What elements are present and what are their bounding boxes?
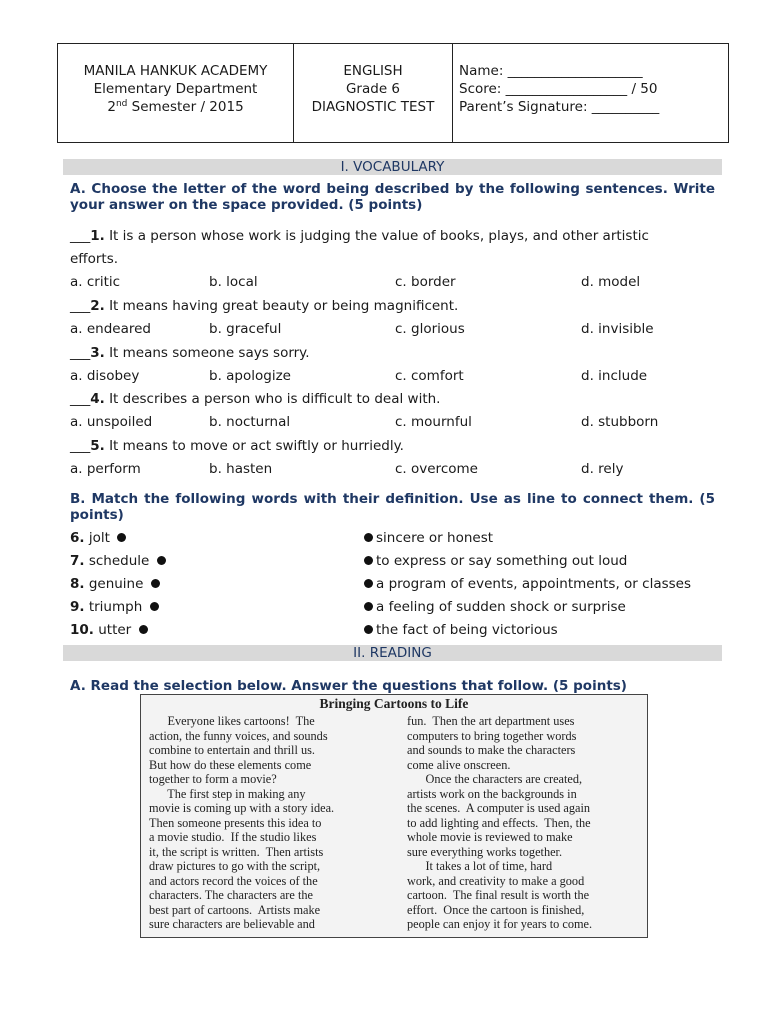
passage-line: characters. The characters are the [149, 888, 313, 902]
passage-line: best part of cartoons. Artists make [149, 902, 321, 917]
grade: Grade 6 [345, 81, 401, 97]
passage-line: combine to entertain and thrill us. [149, 743, 315, 757]
match-row [70, 576, 720, 594]
subject: ENGLISH [343, 63, 403, 79]
connect-dot-right[interactable] [364, 556, 373, 565]
test-type: DIAGNOSTIC TEST [311, 99, 435, 115]
passage-line: cartoon. The final result is worth the [407, 888, 590, 902]
answer-blank[interactable]: ___ [70, 298, 91, 314]
option-a: a. endeared [70, 321, 151, 337]
connect-dot-right[interactable] [364, 625, 373, 634]
match-row [70, 553, 720, 571]
option-d: d. stubborn [581, 414, 659, 430]
option-b: b. apologize [209, 368, 291, 384]
section-reading-header: II. READING [63, 645, 722, 661]
connect-dot-left[interactable] [139, 625, 148, 634]
signature-field[interactable]: Parent’s Signature: __________ [459, 99, 660, 115]
match-word: 9. triumph [70, 599, 162, 615]
passage-line: a movie studio. If the studio likes [149, 830, 317, 844]
passage-line: come alive onscreen. [407, 757, 511, 772]
passage-line: together to form a movie? [149, 772, 277, 786]
option-c: c. overcome [395, 461, 478, 477]
department-name: Elementary Department [93, 81, 258, 97]
question-1-options [70, 274, 720, 292]
connect-dot-right[interactable] [364, 579, 373, 588]
passage-line: sure characters are believable and [149, 917, 315, 931]
passage-line: and sounds to make the characters [407, 743, 576, 757]
passage-column-right [407, 714, 632, 932]
connect-dot-left[interactable] [157, 556, 166, 565]
match-row [70, 530, 720, 548]
connect-dot-right[interactable] [364, 602, 373, 611]
question-1-continued: efforts. [70, 251, 119, 267]
connect-dot-left[interactable] [150, 602, 159, 611]
passage-line: computers to bring together words [407, 728, 577, 743]
question-number: 1. [90, 228, 105, 244]
question-text: It is a person whose work is judging the value of books, plays, and other artistic [104, 228, 649, 244]
option-b: b. local [209, 274, 258, 290]
question-2-options [70, 321, 720, 339]
passage-line: draw pictures to go with the script, [149, 859, 321, 873]
passage-line: movie is coming up with a story idea. [149, 801, 335, 815]
passage-title: Bringing Cartoons to Life [319, 696, 469, 711]
passage-line: whole movie is reviewed to make [407, 830, 573, 844]
passage-line: It takes a lot of time, hard [407, 859, 553, 873]
passage-line: people can enjoy it for years to come. [407, 917, 593, 931]
question-4 [70, 388, 715, 411]
passage-line: fun. Then the art department uses [407, 714, 575, 728]
option-b: b. nocturnal [209, 414, 291, 430]
option-d: d. include [581, 368, 648, 384]
connect-dot-left[interactable] [151, 579, 160, 588]
match-row [70, 622, 720, 640]
passage-line: work, and creativity to make a good [407, 873, 585, 888]
passage-line: and actors record the voices of the [149, 873, 318, 888]
question-number: 2. [90, 298, 105, 314]
answer-blank[interactable]: ___ [70, 345, 91, 361]
option-a: a. perform [70, 461, 141, 477]
match-word: 7. schedule [70, 553, 169, 569]
school-name: MANILA HANKUK ACADEMY [83, 63, 268, 79]
match-definition: sincere or honest [361, 530, 493, 546]
question-text: It means to move or act swiftly or hurriedly. [104, 438, 404, 454]
reading-instruction: A. Read the selection below. Answer the questions that follow. (5 points) [70, 678, 627, 694]
question-3-options [70, 368, 720, 386]
option-b: b. hasten [209, 461, 273, 477]
option-c: c. mournful [395, 414, 472, 430]
option-a: a. disobey [70, 368, 140, 384]
match-row [70, 599, 720, 617]
passage-line: effort. Once the cartoon is finished, [407, 902, 585, 917]
option-d: d. model [581, 274, 641, 290]
passage-line: it, the script is written. Then artists [149, 844, 324, 859]
question-number: 5. [90, 438, 105, 454]
school-info-cell [58, 44, 294, 142]
reading-passage [140, 694, 648, 938]
question-4-options [70, 414, 720, 432]
option-c: c. comfort [395, 368, 464, 384]
question-text: It means someone says sorry. [104, 345, 310, 361]
answer-blank[interactable]: ___ [70, 391, 91, 407]
option-c: c. border [395, 274, 456, 290]
question-number: 3. [90, 345, 105, 361]
passage-line: to add lighting and effects. Then, the [407, 815, 591, 830]
section-vocabulary-header: I. VOCABULARY [63, 159, 722, 175]
match-word: 6. jolt [70, 530, 129, 546]
option-d: d. rely [581, 461, 624, 477]
answer-blank[interactable]: ___ [70, 228, 91, 244]
match-word: 10. utter [70, 622, 151, 638]
passage-line: But how do these elements come [149, 757, 312, 772]
question-5 [70, 435, 715, 458]
part-a-instruction: A. Choose the letter of the word being described by the following sentences. Write your answer on the space provided. (5 points) [70, 181, 715, 213]
answer-blank[interactable]: ___ [70, 438, 91, 454]
option-c: c. glorious [395, 321, 465, 337]
connect-dot-right[interactable] [364, 533, 373, 542]
passage-line: Then someone presents this idea to [149, 815, 322, 830]
name-field[interactable]: Name: ____________________ [459, 63, 643, 79]
question-2 [70, 295, 715, 318]
passage-line: sure everything works together. [407, 844, 563, 859]
match-definition: a program of events, appointments, or classes [361, 576, 691, 592]
match-word: 8. genuine [70, 576, 163, 592]
question-1 [70, 225, 715, 248]
passage-line: the scenes. A computer is used again [407, 801, 591, 815]
score-field[interactable]: Score: __________________ / 50 [459, 81, 658, 97]
passage-column-left [149, 714, 374, 932]
header-table [57, 43, 729, 143]
connect-dot-left[interactable] [117, 533, 126, 542]
question-text: It means having great beauty or being magnificent. [104, 298, 459, 314]
passage-line: Everyone likes cartoons! The [149, 714, 315, 728]
match-definition: a feeling of sudden shock or surprise [361, 599, 626, 615]
match-definition: the fact of being victorious [361, 622, 558, 638]
option-b: b. graceful [209, 321, 282, 337]
option-d: d. invisible [581, 321, 654, 337]
question-text: It describes a person who is difficult to deal with. [104, 391, 441, 407]
passage-line: Once the characters are created, [407, 772, 583, 786]
option-a: a. critic [70, 274, 121, 290]
passage-line: action, the funny voices, and sounds [149, 728, 328, 743]
part-b-instruction: B. Match the following words with their definition. Use as line to connect them. (5 points) [70, 491, 715, 523]
passage-line: artists work on the backgrounds in [407, 786, 577, 801]
semester: 2nd Semester / 2015 [107, 99, 244, 115]
match-definition: to express or say something out loud [361, 553, 627, 569]
student-info-cell [453, 44, 728, 142]
question-number: 4. [90, 391, 105, 407]
option-a: a. unspoiled [70, 414, 153, 430]
question-3 [70, 342, 715, 365]
passage-line: The first step in making any [149, 786, 306, 801]
question-5-options [70, 461, 720, 479]
subject-cell [294, 44, 453, 142]
